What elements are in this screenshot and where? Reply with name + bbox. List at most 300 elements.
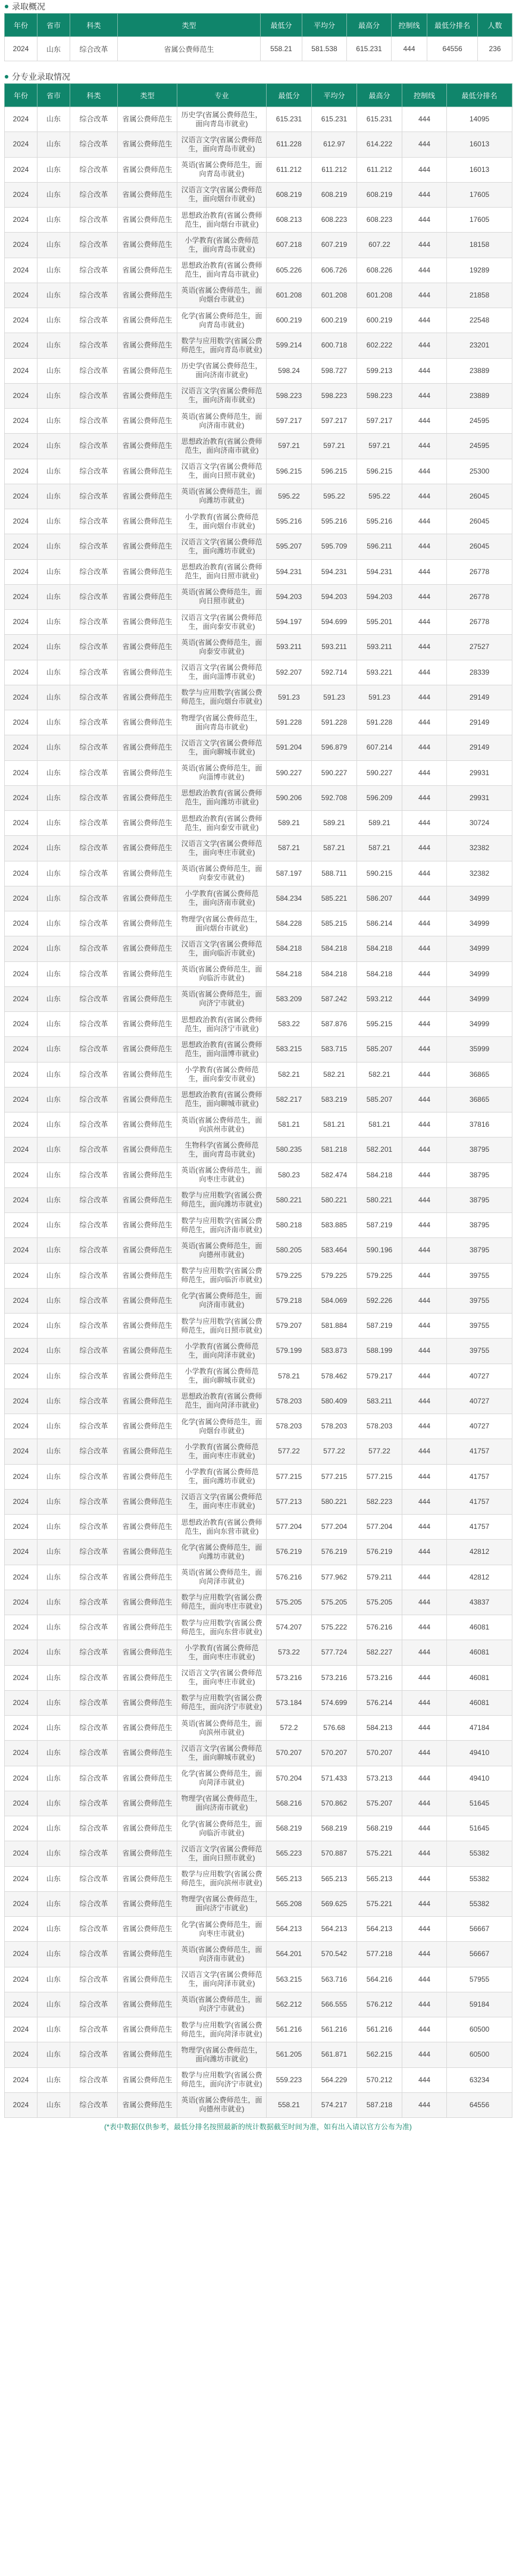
table-cell: 省属公费师范生 [118,1917,177,1942]
table-row [5,1238,512,1263]
table-row [5,1389,512,1414]
table-cell: 591.228 [357,710,402,735]
table-cell: 591.23 [357,685,402,710]
table-cell: 578.203 [267,1389,312,1414]
table-cell: 592.226 [357,1288,402,1313]
table-cell: 584.218 [267,961,312,986]
table-cell: 综合改革 [70,2017,118,2042]
table-cell: 综合改革 [70,1615,118,1640]
table-cell: 32382 [447,836,512,861]
table-cell: 595.216 [267,509,312,534]
table-cell: 41757 [447,1464,512,1489]
table-cell: 37816 [447,1112,512,1137]
table-cell: 29149 [447,685,512,710]
table-row [5,559,512,584]
table-cell: 570.212 [357,2067,402,2092]
table-cell: 573.216 [357,1665,402,1690]
table-cell: 608.213 [267,208,312,233]
table-cell: 60500 [447,2042,512,2067]
table-cell: 39755 [447,1339,512,1364]
table-cell: 2024 [5,182,37,207]
table-cell: 584.218 [267,936,312,961]
table-cell: 2024 [5,1314,37,1339]
table-row [5,1187,512,1212]
table-cell: 444 [402,760,447,785]
table-row [5,1162,512,1187]
table-cell: 省属公费师范生 [118,1540,177,1565]
table-cell: 583.873 [312,1339,357,1364]
table-cell: 综合改革 [70,1891,118,1916]
table-cell: 综合改革 [70,1389,118,1414]
table-cell: 思想政治教育(省属公费师范生，面向青岛市就业) [177,258,267,283]
table-cell: 38795 [447,1162,512,1187]
major-column-header: 平均分 [312,84,357,107]
table-cell: 山东 [37,685,70,710]
table-cell: 586.214 [357,911,402,936]
table-cell: 省属公费师范生 [118,584,177,609]
table-cell: 2024 [5,509,37,534]
table-cell: 综合改革 [70,1741,118,1766]
table-cell: 2024 [5,1766,37,1791]
table-cell: 608.219 [312,182,357,207]
table-row [5,459,512,484]
table-cell: 山东 [37,1992,70,2017]
table-cell: 602.222 [357,333,402,358]
table-cell: 省属公费师范生 [118,233,177,258]
table-cell: 29149 [447,710,512,735]
table-cell: 568.219 [357,1816,402,1841]
table-cell: 山东 [37,635,70,660]
table-cell: 汉语言文学(省属公费师范生，面向济南市就业) [177,383,267,408]
table-cell: 444 [402,1791,447,1816]
table-cell: 583.715 [312,1037,357,1062]
table-cell: 601.208 [357,283,402,308]
table-cell: 594.231 [357,559,402,584]
table-cell: 444 [402,409,447,434]
table-cell: 570.207 [357,1741,402,1766]
table-cell: 英语(省属公费师范生，面向滨州市就业) [177,1716,267,1741]
table-cell: 32382 [447,861,512,886]
table-cell: 2024 [5,635,37,660]
summary-cell: 444 [392,37,427,61]
table-cell: 593.211 [357,635,402,660]
table-cell: 省属公费师范生 [118,1314,177,1339]
table-row [5,1037,512,1062]
table-cell: 省属公费师范生 [118,785,177,810]
table-cell: 小学教育(省属公费师范生，面向枣庄市就业) [177,1640,267,1665]
table-cell: 省属公费师范生 [118,911,177,936]
table-cell: 563.215 [267,1967,312,1992]
table-cell: 2024 [5,1716,37,1741]
table-cell: 579.207 [267,1314,312,1339]
table-cell: 580.221 [357,1187,402,1212]
table-cell: 化学(省属公费师范生，面向潍坊市就业) [177,1540,267,1565]
table-cell: 山东 [37,610,70,635]
table-cell: 582.474 [312,1162,357,1187]
table-cell: 山东 [37,961,70,986]
table-cell: 565.213 [357,1866,402,1891]
table-cell: 590.227 [267,760,312,785]
table-cell: 608.223 [312,208,357,233]
table-cell: 562.215 [357,2042,402,2067]
table-cell: 数学与应用数学(省属公费师范生，面向济宁市就业) [177,2067,267,2092]
table-cell: 综合改革 [70,383,118,408]
table-row [5,1414,512,1439]
table-row [5,233,512,258]
table-cell: 444 [402,308,447,333]
table-cell: 省属公费师范生 [118,1716,177,1741]
table-cell: 594.203 [267,584,312,609]
table-cell: 2024 [5,584,37,609]
table-cell: 省属公费师范生 [118,1640,177,1665]
table-cell: 山东 [37,484,70,509]
table-cell: 444 [402,1841,447,1866]
table-cell: 山东 [37,1515,70,1540]
table-cell: 数学与应用数学(省属公费师范生，面向枣庄市就业) [177,1590,267,1615]
table-row [5,635,512,660]
table-cell: 省属公费师范生 [118,2042,177,2067]
table-cell: 19289 [447,258,512,283]
table-cell: 汉语言文学(省属公费师范生，面向聊城市就业) [177,1741,267,1766]
table-cell: 444 [402,961,447,986]
table-cell: 综合改革 [70,358,118,383]
table-cell: 省属公费师范生 [118,961,177,986]
table-cell: 444 [402,836,447,861]
table-cell: 山东 [37,2042,70,2067]
table-cell: 25300 [447,459,512,484]
table-cell: 611.212 [312,157,357,182]
table-cell: 山东 [37,836,70,861]
table-cell: 山东 [37,1741,70,1766]
table-cell: 597.217 [267,409,312,434]
table-cell: 615.231 [312,107,357,132]
summary-cell: 省属公费师范生 [118,37,261,61]
table-cell: 2024 [5,610,37,635]
table-cell: 444 [402,358,447,383]
table-cell: 综合改革 [70,409,118,434]
table-cell: 汉语言文学(省属公费师范生，面向潍坊市就业) [177,534,267,559]
table-cell: 587.876 [312,1012,357,1037]
table-cell: 444 [402,1716,447,1741]
table-row [5,283,512,308]
table-cell: 607.22 [357,233,402,258]
table-cell: 2024 [5,911,37,936]
summary-section-title [0,0,516,13]
table-cell: 省属公费师范生 [118,610,177,635]
table-cell: 444 [402,1263,447,1288]
table-row [5,1364,512,1389]
table-cell: 2024 [5,1087,37,1112]
table-cell: 596.209 [357,785,402,810]
table-cell: 2024 [5,157,37,182]
table-cell: 16013 [447,157,512,182]
table-cell: 583.211 [357,1389,402,1414]
table-cell: 611.212 [357,157,402,182]
table-cell: 575.221 [357,1891,402,1916]
table-cell: 576.216 [267,1565,312,1590]
table-cell: 物理学(省属公费师范生，面向烟台市就业) [177,911,267,936]
table-cell: 省属公费师范生 [118,1439,177,1464]
table-row [5,2042,512,2067]
table-cell: 山东 [37,1439,70,1464]
table-cell: 573.216 [312,1665,357,1690]
table-row [5,1339,512,1364]
table-cell: 584.228 [267,911,312,936]
table-cell: 山东 [37,333,70,358]
table-cell: 596.215 [312,459,357,484]
table-cell: 思想政治教育(省属公费师范生，面向东营市就业) [177,1515,267,1540]
table-cell: 30724 [447,811,512,836]
table-row [5,710,512,735]
table-cell: 39755 [447,1263,512,1288]
table-cell: 577.215 [267,1464,312,1489]
table-cell: 591.228 [312,710,357,735]
table-row [5,1489,512,1514]
table-cell: 山东 [37,1288,70,1313]
table-row [5,1288,512,1313]
table-cell: 612.97 [312,132,357,157]
table-cell: 14095 [447,107,512,132]
table-cell: 山东 [37,986,70,1011]
table-cell: 2024 [5,861,37,886]
table-cell: 444 [402,1967,447,1992]
major-column-header: 省市 [37,84,70,107]
table-cell: 2024 [5,1012,37,1037]
table-cell: 山东 [37,1012,70,1037]
table-cell: 英语(省属公费师范生，面向潍坊市就业) [177,484,267,509]
table-cell: 综合改革 [70,1816,118,1841]
table-cell: 41757 [447,1489,512,1514]
table-cell: 579.218 [267,1288,312,1313]
table-cell: 综合改革 [70,1992,118,2017]
table-cell: 省属公费师范生 [118,1891,177,1916]
table-cell: 570.887 [312,1841,357,1866]
table-cell: 省属公费师范生 [118,559,177,584]
table-cell: 596.211 [357,534,402,559]
table-cell: 561.205 [267,2042,312,2067]
table-cell: 579.217 [357,1364,402,1389]
table-cell: 444 [402,1087,447,1112]
table-cell: 山东 [37,710,70,735]
table-cell: 省属公费师范生 [118,710,177,735]
table-cell: 583.22 [267,1012,312,1037]
table-cell: 省属公费师范生 [118,1062,177,1087]
table-row [5,861,512,886]
table-cell: 英语(省属公费师范生，面向德州市就业) [177,2092,267,2117]
table-cell: 综合改革 [70,1012,118,1037]
table-cell: 综合改革 [70,459,118,484]
table-cell: 57955 [447,1967,512,1992]
table-row [5,434,512,459]
table-cell: 444 [402,886,447,911]
table-cell: 化学(省属公费师范生，面向青岛市就业) [177,308,267,333]
table-cell: 49410 [447,1741,512,1766]
table-cell: 省属公费师范生 [118,1414,177,1439]
table-cell: 英语(省属公费师范生，面向济宁市就业) [177,986,267,1011]
table-cell: 581.884 [312,1314,357,1339]
table-cell: 578.462 [312,1364,357,1389]
table-cell: 444 [402,1540,447,1565]
table-row [5,1891,512,1916]
table-cell: 595.216 [312,509,357,534]
table-cell: 化学(省属公费师范生，面向枣庄市就业) [177,1917,267,1942]
major-column-header: 科类 [70,84,118,107]
table-cell: 444 [402,1992,447,2017]
table-cell: 化学(省属公费师范生，面向烟台市就业) [177,1414,267,1439]
table-cell: 598.24 [267,358,312,383]
table-cell: 593.211 [267,635,312,660]
table-cell: 587.197 [267,861,312,886]
table-cell: 444 [402,1364,447,1389]
table-cell: 2024 [5,1816,37,1841]
table-cell: 588.711 [312,861,357,886]
table-cell: 2024 [5,1062,37,1087]
table-cell: 山东 [37,1137,70,1162]
table-cell: 山东 [37,358,70,383]
table-cell: 565.208 [267,1891,312,1916]
table-cell: 584.218 [357,936,402,961]
table-cell: 598.223 [312,383,357,408]
table-cell: 444 [402,811,447,836]
table-cell: 589.21 [357,811,402,836]
table-row [5,1816,512,1841]
table-cell: 444 [402,1062,447,1087]
table-cell: 省属公费师范生 [118,1464,177,1489]
table-cell: 582.21 [357,1062,402,1087]
table-cell: 综合改革 [70,1766,118,1791]
table-cell: 省属公费师范生 [118,1565,177,1590]
table-cell: 2024 [5,735,37,760]
table-cell: 省属公费师范生 [118,283,177,308]
table-cell: 2024 [5,358,37,383]
table-cell: 615.231 [267,107,312,132]
table-cell: 46081 [447,1690,512,1715]
table-cell: 598.727 [312,358,357,383]
summary-column-header: 最高分 [347,14,392,37]
table-cell: 576.219 [312,1540,357,1565]
table-cell: 山东 [37,2017,70,2042]
table-cell: 省属公费师范生 [118,1112,177,1137]
table-cell: 444 [402,1741,447,1766]
table-cell: 2024 [5,961,37,986]
major-column-header: 类型 [118,84,177,107]
table-cell: 英语(省属公费师范生，面向济南市就业) [177,409,267,434]
table-cell: 英语(省属公费师范生，面向青岛市就业) [177,157,267,182]
table-cell: 38795 [447,1187,512,1212]
table-cell: 英语(省属公费师范生，面向临沂市就业) [177,961,267,986]
table-cell: 444 [402,1389,447,1414]
major-table [4,83,512,2118]
table-cell: 山东 [37,1464,70,1489]
table-cell: 2024 [5,208,37,233]
table-cell: 综合改革 [70,811,118,836]
table-cell: 省属公费师范生 [118,1766,177,1791]
table-cell: 36865 [447,1062,512,1087]
table-cell: 590.227 [312,760,357,785]
table-cell: 省属公费师范生 [118,1012,177,1037]
table-cell: 山东 [37,1162,70,1187]
table-cell: 2024 [5,710,37,735]
table-cell: 省属公费师范生 [118,182,177,207]
table-cell: 山东 [37,1112,70,1137]
table-row [5,1942,512,1967]
table-cell: 444 [402,459,447,484]
table-cell: 数学与应用数学(省属公费师范生，面向东营市就业) [177,1615,267,1640]
table-cell: 小学教育(省属公费师范生，面向枣庄市就业) [177,1439,267,1464]
table-cell: 山东 [37,1942,70,1967]
table-cell: 34999 [447,886,512,911]
table-cell: 583.209 [267,986,312,1011]
table-cell: 595.22 [267,484,312,509]
table-row [5,1716,512,1741]
table-cell: 山东 [37,107,70,132]
table-cell: 2024 [5,434,37,459]
table-cell: 28339 [447,660,512,685]
table-cell: 601.208 [312,283,357,308]
table-cell: 综合改革 [70,1489,118,1514]
table-cell: 565.213 [312,1866,357,1891]
table-cell: 省属公费师范生 [118,1590,177,1615]
summary-column-header: 最低分排名 [427,14,478,37]
table-cell: 592.207 [267,660,312,685]
table-cell: 省属公费师范生 [118,1137,177,1162]
table-cell: 山东 [37,1263,70,1288]
table-cell: 山东 [37,208,70,233]
table-cell: 汉语言文学(省属公费师范生，面向日照市就业) [177,459,267,484]
table-cell: 小学教育(省属公费师范生，面向聊城市就业) [177,1364,267,1389]
table-cell: 2024 [5,886,37,911]
table-cell: 综合改革 [70,1841,118,1866]
table-cell: 582.21 [312,1062,357,1087]
table-cell: 英语(省属公费师范生，面向淄博市就业) [177,760,267,785]
table-cell: 2024 [5,2067,37,2092]
table-row [5,1841,512,1866]
major-section-title [0,70,516,83]
table-cell: 综合改革 [70,132,118,157]
table-cell: 444 [402,1162,447,1187]
table-cell: 综合改革 [70,1314,118,1339]
table-cell: 山东 [37,1364,70,1389]
summary-column-header: 最低分 [261,14,302,37]
table-cell: 省属公费师范生 [118,811,177,836]
table-cell: 26045 [447,534,512,559]
table-row [5,1464,512,1489]
table-cell: 29149 [447,735,512,760]
table-cell: 572.2 [267,1716,312,1741]
table-cell: 580.235 [267,1137,312,1162]
table-cell: 577.22 [312,1439,357,1464]
table-cell: 59184 [447,1992,512,2017]
table-cell: 587.242 [312,986,357,1011]
table-cell: 2024 [5,1891,37,1916]
table-cell: 2024 [5,534,37,559]
table-cell: 34999 [447,936,512,961]
table-cell: 综合改革 [70,861,118,886]
table-cell: 573.216 [267,1665,312,1690]
table-cell: 综合改革 [70,936,118,961]
table-cell: 数学与应用数学(省属公费师范生，面向潍坊市就业) [177,1187,267,1212]
table-cell: 小学教育(省属公费师范生，面向烟台市就业) [177,509,267,534]
table-cell: 思想政治教育(省属公费师范生，面向淄博市就业) [177,1037,267,1062]
table-cell: 综合改革 [70,1942,118,1967]
table-cell: 省属公费师范生 [118,358,177,383]
table-cell: 历史学(省属公费师范生，面向青岛市就业) [177,107,267,132]
table-cell: 物理学(省属公费师范生，面向济南市就业) [177,1791,267,1816]
table-cell: 综合改革 [70,1565,118,1590]
table-cell: 576.219 [357,1540,402,1565]
table-cell: 省属公费师范生 [118,1238,177,1263]
table-cell: 综合改革 [70,509,118,534]
